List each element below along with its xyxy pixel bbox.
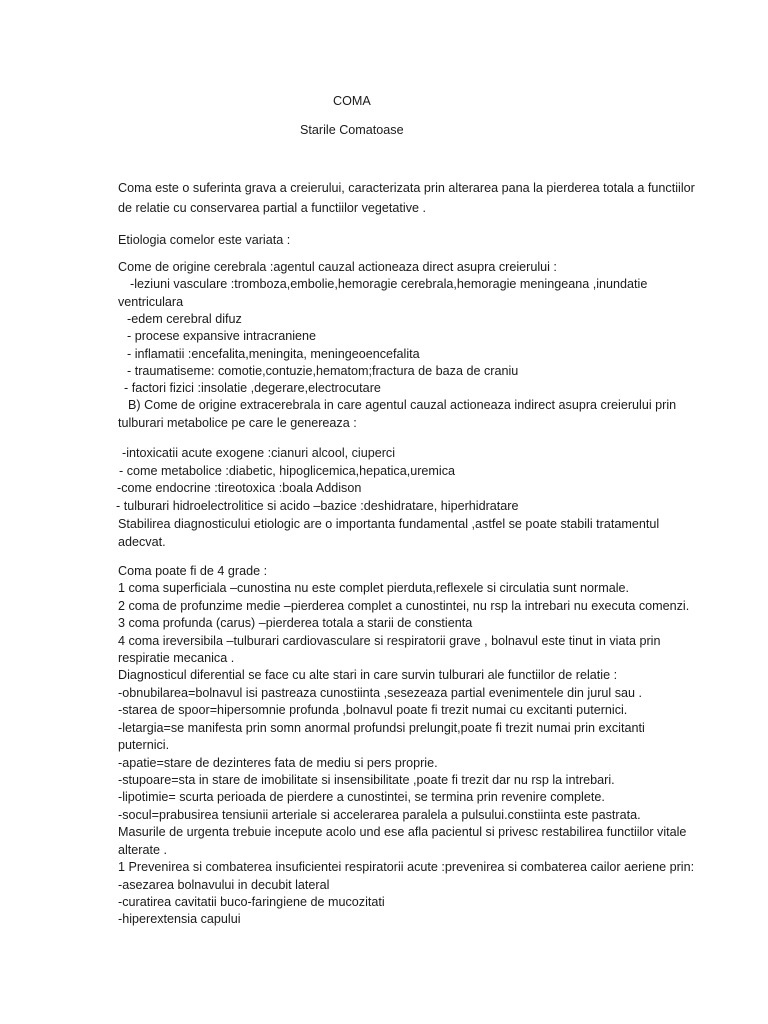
grades-line: -hiperextensia capului [118,912,241,926]
diagnosis-line-1: Stabilirea diagnosticului etiologic are o importanta fundamental ,astfel se poate stabili tratamentul [118,517,660,531]
grades-line: -lipotimie= scurta perioada de pierdere a cunostintei, se termina prin revenire complete. [118,790,605,804]
extracerebral-item: -come endocrine :tireotoxica :boala Addison [117,481,362,495]
grades-line: 2 coma de profunzime medie –pierderea complet a cunostintei, nu rsp la intrebari nu executa comenzi. [118,599,690,613]
cerebral-item: -leziuni vasculare :tromboza,embolie,hemoragie cerebrala,hemoragie meningeana ,inundatie [130,277,648,291]
grades-line: -starea de spoor=hipersomnie profunda ,bolnavul poate fi trezit numai cu excitanti puternici. [118,703,628,717]
grades-line: Coma poate fi de 4 grade : [118,564,268,578]
grades-line: Masurile de urgenta trebuie incepute acolo und ese afla pacientul si privesc restabilirea functiilor vitale [118,825,687,839]
extracerebral-heading-1: B) Come de origine extracerebrala in care agentul cauzal actioneaza indirect asupra creierului prin [128,398,677,412]
document-subtitle: Starile Comatoase [300,123,404,137]
grades-line: 1 coma superficiala –cunostina nu este complet pierduta,reflexele si circulatia sunt normale. [118,581,630,595]
grades-line: -apatie=stare de dezinteres fata de mediu si pers proprie. [118,756,438,770]
grades-line: 1 Prevenirea si combaterea insuficientei respiratorii acute :prevenirea si combaterea cailor aeriene prin: [118,860,695,874]
extracerebral-item: - tulburari hidroelectrolitice si acido –bazice :deshidratare, hiperhidratare [116,499,519,513]
intro-line-2: de relatie cu conservarea partial a functiilor vegetative . [118,201,427,215]
cerebral-item: - inflamatii :encefalita,meningita, meningeoencefalita [127,347,420,361]
grades-line: respiratie mecanica . [118,651,235,665]
cerebral-item: -edem cerebral difuz [127,312,242,326]
cerebral-item: - procese expansive intracraniene [127,329,317,343]
intro-line-1: Coma este o suferinta grava a creierului, caracterizata prin alterarea pana la pierderea totala a functiilor [118,181,695,195]
grades-line: puternici. [118,738,170,752]
grades-line: 4 coma ireversibila –tulburari cardiovasculare si respiratorii grave , bolnavul este tinut in viata prin [118,634,661,648]
etiology-heading: Etiologia comelor este variata : [118,233,291,247]
grades-line: -socul=prabusirea tensiunii arteriale si accelerarea paralela a pulsului.constiinta este pastrata. [118,808,641,822]
grades-line: 3 coma profunda (carus) –pierderea totala a starii de constienta [118,616,473,630]
extracerebral-heading-2: tulburari metabolice pe care le genereaza : [118,416,357,430]
grades-line: -obnubilarea=bolnavul isi pastreaza cunostiinta ,sesezeaza partial evenimentele din jurul sau . [118,686,643,700]
diagnosis-line-2: adecvat. [118,535,166,549]
grades-line: -curatirea cavitatii buco-faringiene de mucozitati [118,895,385,909]
grades-line: Diagnosticul diferential se face cu alte stari in care survin tulburari ale functiilor de relatie : [118,668,618,682]
grades-line: alterate . [118,843,168,857]
grades-line: -letargia=se manifesta prin somn anormal profundsi prelungit,poate fi trezit numai prin excitanti [118,721,645,735]
extracerebral-item: -intoxicatii acute exogene :cianuri alcool, ciuperci [122,446,396,460]
cerebral-item: - traumatiseme: comotie,contuzie,hematom;fractura de baza de craniu [127,364,519,378]
cerebral-item: ventriculara [118,295,184,309]
cerebral-heading: Come de origine cerebrala :agentul cauzal actioneaza direct asupra creierului : [118,260,557,274]
grades-line: -asezarea bolnavului in decubit lateral [118,878,330,892]
grades-line: -stupoare=sta in stare de imobilitate si insensibilitate ,poate fi trezit dar nu rsp la intrebari. [118,773,615,787]
document-title: COMA [333,94,371,108]
cerebral-item: - factori fizici :insolatie ,degerare,electrocutare [124,381,381,395]
extracerebral-item: - come metabolice :diabetic, hipoglicemica,hepatica,uremica [119,464,455,478]
